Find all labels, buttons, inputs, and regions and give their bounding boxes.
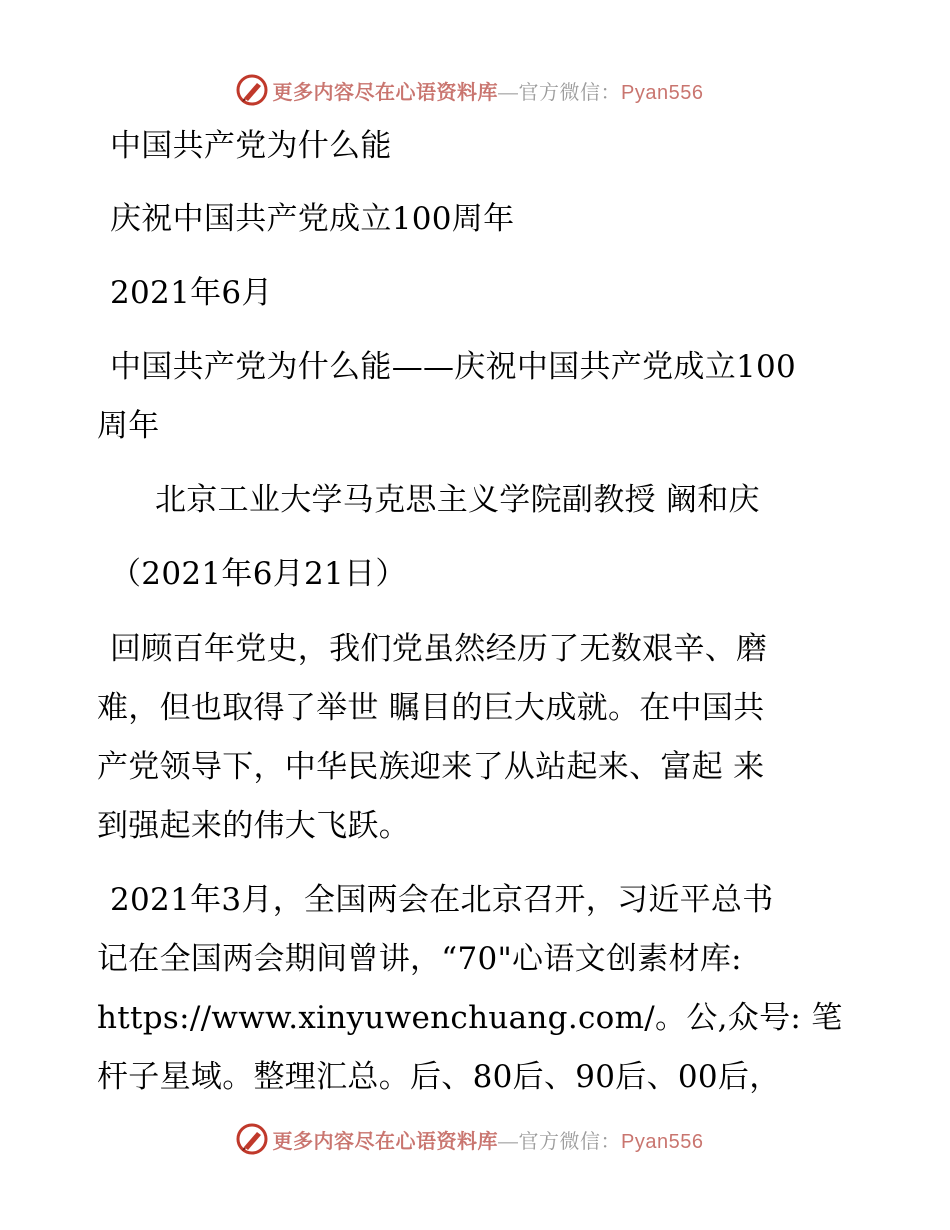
para2-line-4: 杆子星域。整理汇总。后、80后、90后、00后， (97, 1059, 781, 1095)
pen-logo-icon (235, 1122, 269, 1156)
banner-text (273, 1125, 704, 1154)
banner-dash: — (498, 1130, 519, 1153)
doc-title: 中国共产党为什么能 (110, 128, 392, 164)
banner-content (235, 1122, 704, 1156)
doc-author: 北京工业大学马克思主义学院副教授 阚和庆 (155, 482, 760, 518)
doc-subtitle: 庆祝中国共产党成立100周年 (110, 201, 515, 237)
para1-line-4: 到强起来的伟大飞跃。 (97, 808, 410, 844)
banner-content (235, 73, 704, 107)
banner-text (273, 76, 704, 105)
banner-dash: — (498, 81, 519, 104)
banner-wechat-id: Pyan556 (621, 81, 704, 104)
para2-line-2: 记在全国两会期间曾讲，“70"心语文创素材库: (97, 941, 742, 977)
doc-full-title-line-2: 周年 (97, 408, 160, 444)
para1-line-1: 回顾百年党史，我们党虽然经历了无数艰辛、磨 (110, 631, 768, 667)
footer-banner (0, 1119, 950, 1159)
para1-line-3: 产党领导下，中华民族迎来了从站起来、富起 来 (97, 749, 765, 785)
doc-full-title-line-1: 中国共产党为什么能——庆祝中国共产党成立100 (110, 349, 797, 385)
header-banner (0, 70, 950, 110)
para2-line-1: 2021年3月，全国两会在北京召开，习近平总书 (110, 882, 774, 918)
banner-wechat-label: 官方微信： (518, 81, 622, 104)
banner-wechat-id: Pyan556 (621, 1130, 704, 1153)
banner-site-text: 更多内容尽在心语资料库 (272, 1130, 499, 1153)
banner-site-text: 更多内容尽在心语资料库 (272, 81, 499, 104)
doc-speech-date: （2021年6月21日） (110, 556, 407, 592)
pen-logo-icon (235, 73, 269, 107)
banner-wechat-label: 官方微信： (518, 1130, 622, 1153)
para1-line-2: 难，但也取得了举世 瞩目的巨大成就。在中国共 (97, 690, 765, 726)
doc-date: 2021年6月 (110, 275, 273, 311)
para2-line-3: https://www.xinyuwenchuang.com/。公,众号: 笔 (97, 1000, 843, 1036)
